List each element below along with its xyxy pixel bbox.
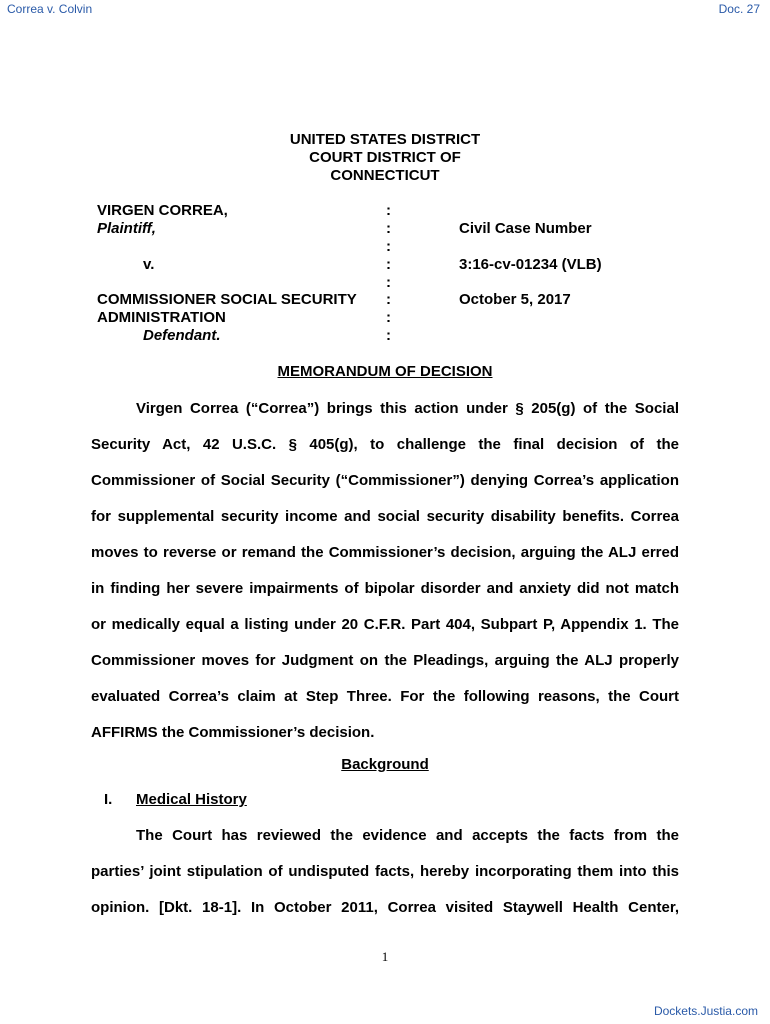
paragraph-line: parties’ joint stipulation of undisputed facts, hereby incorporating them into this: [91, 863, 679, 880]
section-title: Medical History: [136, 791, 247, 808]
paragraph-line: or medically equal a listing under 20 C.F.R. Part 404, Subpart P, Appendix 1. The: [91, 616, 679, 633]
court-line: UNITED STATES DISTRICT: [289, 131, 481, 148]
caption-colon: :: [386, 202, 391, 219]
paragraph-line: Security Act, 42 U.S.C. § 405(g), to challenge the final decision of the: [91, 436, 679, 453]
paragraph-line: Virgen Correa (“Correa”) brings this action under § 205(g) of the Social: [136, 400, 679, 417]
case-number: 3:16-cv-01234 (VLB): [459, 256, 602, 273]
court-heading: [0, 131, 770, 185]
dockets-justia-link[interactable]: Dockets.Justia.com: [653, 1004, 758, 1018]
case-number-label: Civil Case Number: [459, 220, 592, 237]
section-numeral: I.: [104, 791, 113, 808]
paragraph-line: The Court has reviewed the evidence and accepts the facts from the: [136, 827, 679, 844]
caption-colon: :: [386, 256, 391, 273]
case-title-link[interactable]: Correa v. Colvin: [7, 2, 93, 16]
caption-colon: :: [386, 309, 391, 326]
defendant-name-cont: ADMINISTRATION: [97, 309, 226, 326]
caption-colon: :: [386, 220, 391, 237]
paragraph-line: evaluated Correa’s claim at Step Three. For the following reasons, the Court: [91, 688, 679, 705]
caption-colon: :: [386, 291, 391, 308]
paragraph-line: opinion. [Dkt. 18-1]. In October 2011, Correa visited Staywell Health Center,: [91, 899, 679, 916]
plaintiff-role: Plaintiff,: [97, 220, 156, 237]
history-paragraph: [91, 827, 679, 935]
court-line: COURT DISTRICT OF: [309, 149, 461, 166]
memorandum-title: MEMORANDUM OF DECISION: [277, 363, 493, 380]
caption-colon: :: [386, 327, 391, 344]
court-line: CONNECTICUT: [330, 167, 440, 184]
paragraph-line: Commissioner of Social Security (“Commissioner”) denying Correa’s application: [91, 472, 679, 489]
document-number-link[interactable]: Doc. 27: [718, 2, 760, 16]
caption-colon: :: [386, 274, 391, 291]
caption-colon: :: [386, 238, 391, 255]
intro-paragraph: [91, 400, 679, 760]
defendant-role: Defendant.: [143, 327, 221, 344]
paragraph-line: moves to reverse or remand the Commissioner’s decision, arguing the ALJ erred: [91, 544, 679, 561]
paragraph-line: Commissioner moves for Judgment on the Pleadings, arguing the ALJ properly: [91, 652, 679, 669]
background-heading: Background: [341, 756, 429, 773]
defendant-name: COMMISSIONER SOCIAL SECURITY: [97, 291, 357, 308]
decision-date: October 5, 2017: [459, 291, 571, 308]
page-number: 1: [381, 949, 389, 964]
paragraph-line: for supplemental security income and social security disability benefits. Correa: [91, 508, 679, 525]
top-bar: [0, 0, 770, 20]
plaintiff-name: VIRGEN CORREA,: [97, 202, 228, 219]
paragraph-line: AFFIRMS the Commissioner’s decision.: [91, 724, 375, 741]
paragraph-line: in finding her severe impairments of bipolar disorder and anxiety did not match: [91, 580, 679, 597]
versus: v.: [143, 256, 155, 273]
